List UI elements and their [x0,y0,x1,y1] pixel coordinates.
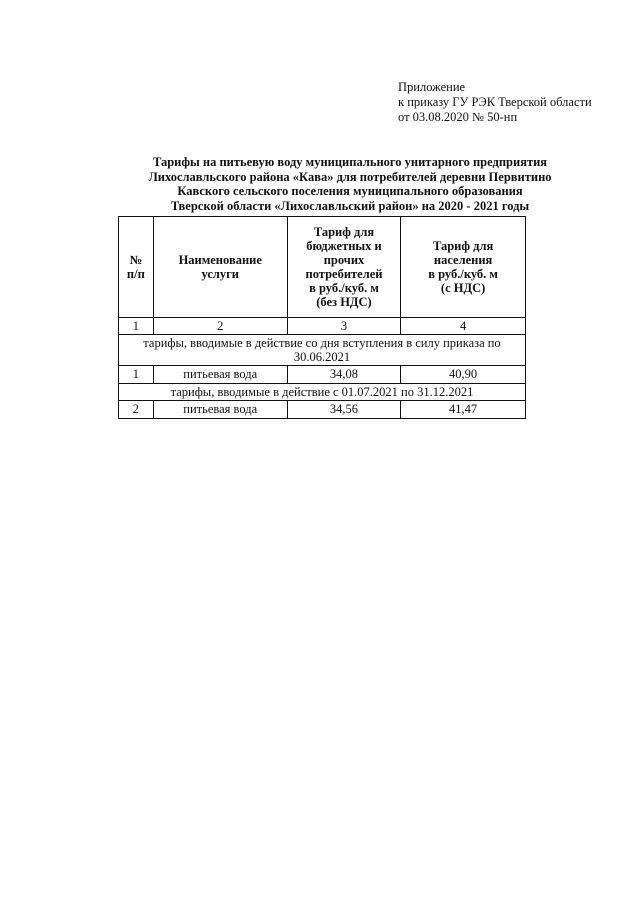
column-number-4: 4 [401,318,526,335]
row-1-budget-tariff: 34,08 [287,366,400,384]
column-number-1: 1 [119,318,154,335]
title-line-3: Кавского сельского поселения муниципального образования [177,184,523,198]
row-2-service: питьевая вода [153,401,287,419]
title-line-4: Тверской области «Лихославльский район» на 2020 - 2021 годы [170,198,530,213]
header-number: № п/п [119,217,154,318]
appendix-line-1: Приложение [398,80,466,94]
tariff-table [118,216,526,419]
header-budget-tariff: Тариф для бюджетных и прочих потребителей в руб./куб. м (без НДС) [287,217,400,318]
period-row-2 [119,384,526,401]
row-2-number: 2 [119,401,154,419]
table-row [119,401,526,419]
row-1-service: питьевая вода [153,366,287,384]
table-header-row [119,217,526,318]
column-number-row [119,318,526,335]
column-number-3: 3 [287,318,400,335]
row-2-budget-tariff: 34,56 [287,401,400,419]
header-population-tariff: Тариф для населения в руб./куб. м (с НДС) [401,217,526,318]
appendix-line-2: к приказу ГУ РЭК Тверской области [398,95,592,109]
period-1-label: тарифы, вводимые в действие со дня вступления в силу приказа по 30.06.2021 [119,335,526,366]
period-2-label: тарифы, вводимые в действие с 01.07.2021 по 31.12.2021 [119,384,526,401]
document-title [110,155,590,213]
header-service: Наименование услуги [153,217,287,318]
row-1-population-tariff: 40,90 [401,366,526,384]
row-2-population-tariff: 41,47 [401,401,526,419]
column-number-2: 2 [153,318,287,335]
appendix-note [398,80,592,125]
row-1-number: 1 [119,366,154,384]
period-row-1 [119,335,526,366]
table-row [119,366,526,384]
title-line-1: Тарифы на питьевую воду муниципального унитарного предприятия [152,155,548,169]
title-line-2: Лихославльского района «Кава» для потребителей деревни Первитино [148,169,552,184]
appendix-line-3: от 03.08.2020 № 50-нп [398,110,518,124]
